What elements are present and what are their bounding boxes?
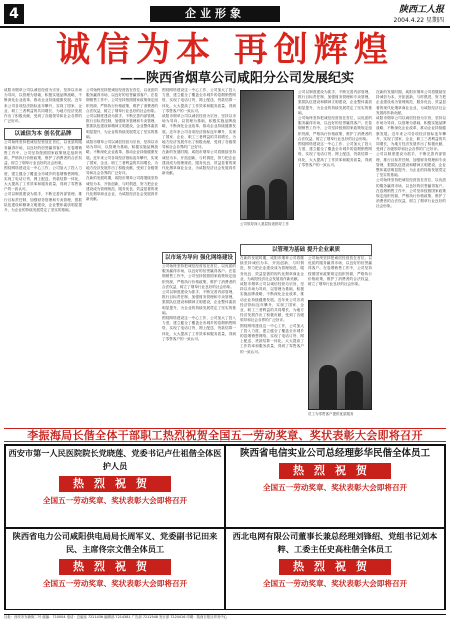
article-column-4-mid [308, 256, 372, 298]
ad-block-4 [225, 528, 445, 610]
article-subhead: ——陕西省烟草公司咸阳分公司发展纪实 [120, 71, 355, 86]
person-figure [247, 185, 265, 219]
column-text: 公司始终坚持把诚信经营放在首位，以优质的服务赢得市场，以良好的信誉赢得客户。在卷烟销售工作中，公司坚持按照国家政策规定组织货源，严格执行价格政策，维护了消费者的合法权益，树立了烟草行业良好的社会形象。 [308, 256, 372, 287]
column-text: 围绕网络建设这一中心工作，公司加大了投入力度，建立健全了覆盖全市城乡的卷烟销售网络，实现了电话订货、网上配送、货款结算一体化，大大提高了工作效率和服务质量，得到了零售客户的一致认可。 [240, 323, 304, 354]
ad-block-3 [5, 528, 225, 610]
ad-title: 西北电网有限公司董事长兼总经理刘锋绍、党组书记刘本粹、工委主任史高柱偕全体员工 [232, 531, 438, 554]
ad-slogan: 热烈祝贺 [59, 476, 171, 492]
page-footer: 社址：西安市东新街二号 邮编：710004 电话：总编室 7221436 编辑部 7214381 广告部 7212548 发行部 7220416 印刷：陕西日报社印务中心 [4, 614, 446, 626]
ad-event: 全国五一劳动奖章、奖状表彰大会即将召开 [262, 483, 408, 492]
article-column-3 [162, 88, 236, 248]
column-text: 公司以制度建设为抓手，不断完善内部管理，推行目标责任制，加强财务管理和专卖管理，狠抓队伍建设和精神文明建设，企业整体素质明显提升，为企业的持续发展奠定了坚实的基础。 [4, 192, 82, 213]
column-text: 公司始终坚持把诚信经营放在首位，以优质的服务赢得市场，以良好的信誉赢得客户。在卷烟销售工作中，公司坚持按照国家政策规定组织货源，严格执行价格政策，维护了消费者的合法权益，树立了烟草行业良好的社会形象。 [376, 178, 446, 209]
column-text: 公司始终坚持把诚信经营放在首位，以优质的服务赢得市场，以良好的信誉赢得客户。在卷烟销售工作中，公司坚持按照国家政策规定组织货源，严格执行价格政策，维护了消费者的合法权益，树立了烟草行业良好的社会形象。 [298, 116, 372, 141]
masthead [0, 0, 450, 28]
column-text: 公司以制度建设为抓手，不断完善内部管理，推行目标责任制，加强财务管理和专卖管理，狠抓队伍建设和精神文明建设，企业整体素质明显提升，为企业的持续发展奠定了坚实的基础。 [376, 152, 446, 178]
column-text: 在新的发展时期，咸阳市烟草公司将继续坚持诚信为本，开拓创新，与时俱进，努力把企业建设成为管理规范、服务优良、效益显著的现代化烟草商业企业，为咸阳经济社会发展再作新贡献。 [376, 90, 446, 115]
ad-title: 陕西省电力公司咸阳供电局局长周军义、党委副书记田来民、主席佟宗文偕全体员工 [12, 531, 218, 554]
ad-block-1 [5, 445, 225, 528]
section-title: 企业形象 [150, 6, 280, 22]
ad-event: 全国五一劳动奖章、奖状表彰大会即将召开 [42, 496, 188, 505]
column-text: 围绕网络建设这一中心工作，公司加大了投入力度，建立健全了覆盖全市城乡的卷烟销售网络，实现了电话订货、网上配送、货款结算一体化，大大提高了工作效率和服务质量，得到了零售客户的一致认可。 [162, 316, 236, 341]
column-text: 围绕网络建设这一中心工作，公司加大了投入力度，建立健全了覆盖全市城乡的卷烟销售网络，实现了电话订货、网上配送、货款结算一体化，大大提高了工作效率和服务质量，得到了零售客户的一致认可。 [298, 142, 372, 167]
person-figure [319, 365, 337, 409]
column-text: 公司以制度建设为抓手，不断完善内部管理，推行目标责任制，加强财务管理和专卖管理，狠抓队伍建设和精神文明建设，企业整体素质明显提升，为企业的持续发展奠定了坚实的基础。 [86, 114, 158, 139]
ad-title: 陕西省电信实业公司总经理彭华民偕全体员工 [239, 448, 430, 459]
column-text: 咸阳市烟草公司以诚信经营为宗旨，坚持以市场为导向，以管理为基础，积极实施品牌战略，不断深化企业改革，推动企业持续健康发展。近年来公司各项经济指标连年攀升，实现了国家、企业、职工三者利益的共同增长，为地方经济发展作出了积极贡献，受到了各级领导和社会各界的广泛好评。 [86, 140, 158, 176]
person-figure [345, 371, 363, 409]
page-number: 4 [4, 4, 24, 24]
column-text: 咸阳市烟草公司以诚信经营为宗旨，坚持以市场为导向，以管理为基础，积极实施品牌战略，不断深化企业改革，推动企业持续健康发展。近年来公司各项经济指标连年攀升，实现了国家、企业、职工三者利益的共同增长，为地方经济发展作出了积极贡献，受到了各级领导和社会各界的广泛好评。 [162, 114, 236, 150]
ad-slogan: 热烈祝贺 [279, 559, 391, 575]
article-column-4-lower [240, 256, 304, 424]
person-figure [269, 179, 287, 219]
column-text: 在新的发展时期，咸阳市烟草公司将继续坚持诚信为本，开拓创新，与时俱进，努力把企业建设成为管理规范、服务优良、效益显著的现代化烟草商业企业，为咸阳经济社会发展再作新贡献。 [240, 256, 304, 281]
article-headline: 诚信为本 再创辉煌 [56, 30, 394, 70]
ad-title: 西安市第一人民医院院长党晓莲、党委书记卢仕祖偕全体医护人员 [8, 448, 222, 471]
ad-event: 全国五一劳动奖章、奖状表彰大会即将召开 [42, 579, 188, 588]
column-text: 公司以制度建设为抓手，不断完善内部管理，推行目标责任制，加强财务管理和专卖管理，狠抓队伍建设和精神文明建设，企业整体素质明显提升，为企业的持续发展奠定了坚实的基础。 [298, 90, 372, 115]
column-text: 在新的发展时期，咸阳市烟草公司将继续坚持诚信为本，开拓创新，与时俱进，努力把企业建设成为管理规范、服务优良、效益显著的现代化烟草商业企业，为咸阳经济社会发展再作新贡献。 [162, 150, 236, 176]
paper-name: 陕西工人报 [398, 5, 444, 15]
section-subtitle: 以市场为导向 强化网络建设 [162, 252, 236, 264]
ad-event: 全国五一劳动奖章、奖状表彰大会即将召开 [262, 579, 408, 588]
column-text: 在新的发展时期，咸阳市烟草公司将继续坚持诚信为本，开拓创新，与时俱进，努力把企业建设成为管理规范、服务优良、效益显著的现代化烟草商业企业，为咸阳经济社会发展再作新贡献。 [86, 176, 158, 202]
ad-slogan: 热烈祝贺 [59, 559, 171, 575]
article-column-5 [376, 90, 446, 425]
section-subtitle: 以管理为基础 提升企业素质 [240, 244, 372, 256]
photo-leaders [240, 90, 294, 220]
ad-block-2 [225, 445, 445, 528]
congratulation-banner: 李振海局长偕全体干部职工热烈祝贺全国五一劳动奖章、奖状表彰大会即将召开 [4, 428, 446, 442]
column-text: 围绕网络建设这一中心工作，公司加大了投入力度，建立健全了覆盖全市城乡的卷烟销售网络，实现了电话订货、网上配送、货款结算一体化，大大提高了工作效率和服务质量，得到了零售客户的一致认可。 [162, 88, 236, 113]
photo-service [308, 300, 372, 410]
article-column-3-lower [162, 264, 236, 424]
column-text: 咸阳市烟草公司以诚信经营为宗旨，坚持以市场为导向，以管理为基础，积极实施品牌战略，不断深化企业改革，推动企业持续健康发展。近年来公司各项经济指标连年攀升，实现了国家、企业、职工三者利益的共同增长，为地方经济发展作出了积极贡献，受到了各级领导和社会各界的广泛好评。 [4, 88, 82, 124]
ad-slogan: 热烈祝贺 [279, 463, 391, 479]
column-text: 咸阳市烟草公司以诚信经营为宗旨，坚持以市场为导向，以管理为基础，积极实施品牌战略，不断深化企业改革，推动企业持续健康发展。近年来公司各项经济指标连年攀升，实现了国家、企业、职工三者利益的共同增长，为地方经济发展作出了积极贡献，受到了各级领导和社会各界的广泛好评。 [240, 282, 304, 323]
article-column-2 [86, 88, 158, 423]
column-text: 公司始终坚持把诚信经营放在首位，以优质的服务赢得市场，以良好的信誉赢得客户。在卷烟销售工作中，公司坚持按照国家政策规定组织货源，严格执行价格政策，维护了消费者的合法权益，树立了烟草行业良好的社会形象。 [162, 264, 236, 289]
column-text: 咸阳市烟草公司以诚信经营为宗旨，坚持以市场为导向，以管理为基础，积极实施品牌战略，不断深化企业改革，推动企业持续健康发展。近年来公司各项经济指标连年攀升，实现了国家、企业、职工三者利益的共同增长，为地方经济发展作出了积极贡献，受到了各级领导和社会各界的广泛好评。 [376, 116, 446, 152]
column-text: 公司以制度建设为抓手，不断完善内部管理，推行目标责任制，加强财务管理和专卖管理，狠抓队伍建设和精神文明建设，企业整体素质明显提升，为企业的持续发展奠定了坚实的基础。 [162, 290, 236, 315]
photo-caption: 公司领导深入基层检查指导工作 [240, 222, 289, 226]
article-column-1 [4, 88, 82, 423]
issue-date: 2004.4.22 星期四 [393, 17, 444, 24]
article-column-4 [298, 90, 372, 240]
congratulation-ads [4, 444, 446, 610]
column-text: 公司始终坚持把诚信经营放在首位，以优质的服务赢得市场，以良好的信誉赢得客户。在卷烟销售工作中，公司坚持按照国家政策规定组织货源，严格执行价格政策，维护了消费者的合法权益，树立了烟草行业良好的社会形象。 [4, 140, 82, 166]
section-subtitle: 以诚信为本 创名优品牌 [4, 128, 82, 140]
column-text: 围绕网络建设这一中心工作，公司加大了投入力度，建立健全了覆盖全市城乡的卷烟销售网络，实现了电话订货、网上配送、货款结算一体化，大大提高了工作效率和服务质量，得到了零售客户的一致认可。 [4, 166, 82, 192]
column-text: 公司始终坚持把诚信经营放在首位，以优质的服务赢得市场，以良好的信誉赢得客户。在卷烟销售工作中，公司坚持按照国家政策规定组织货源，严格执行价格政策，维护了消费者的合法权益，树立了烟草行业良好的社会形象。 [86, 88, 158, 113]
photo-caption: 员工为零售客户提供优质服务 [308, 412, 354, 416]
